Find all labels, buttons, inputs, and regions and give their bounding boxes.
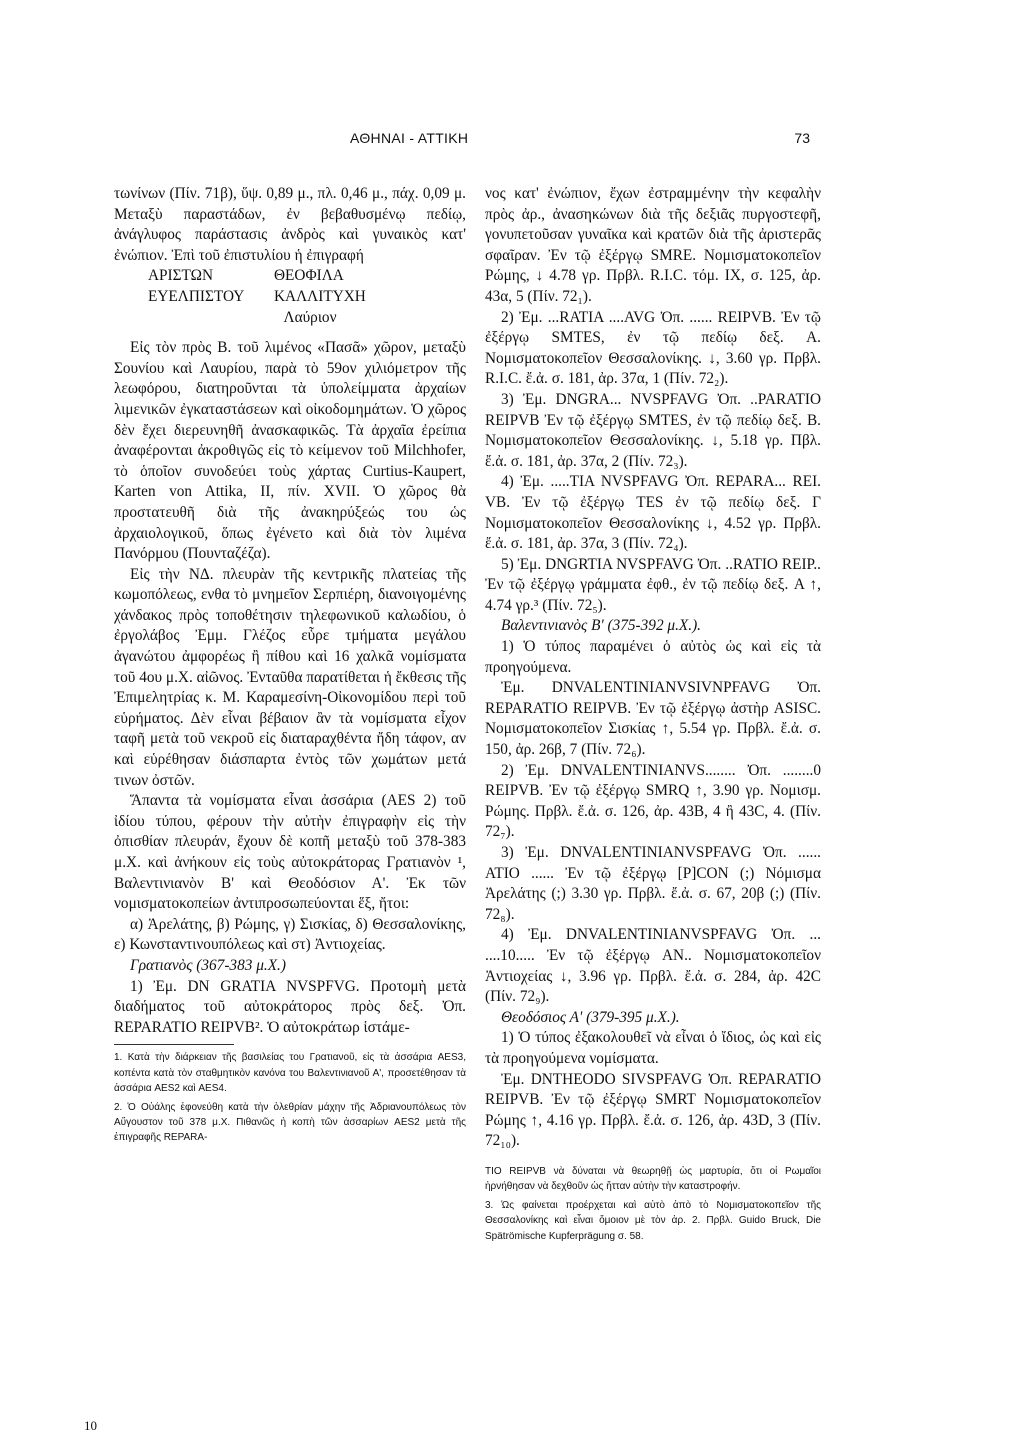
inscription-name: ΑΡΙΣΤΩΝ (148, 267, 214, 285)
emperor-heading: Θεοδόσιος Α' (379-395 μ.Χ.). (501, 1008, 680, 1026)
right-paragraph: νος κατ' ἐνώπιον, ἔχων ἐστραμμένην τὴν κεφαλὴν πρὸς ἀρ., ἀνασηκώνων διὰ τῆς δεξιᾶς πυργοστεφῆ, γονυπετοῦσαν γυναῖκα καὶ κρατῶν διὰ τῆς ἀριστερᾶς σφαῖραν. Ἐν τῷ ἐξέργῳ SMRE. Νομισματοκοπεῖον Ρώμης, ↓ 4.78 γρ. Πρβλ. R.I.C. τόμ. IX, σ. 125, ἀρ. 43α, 5 (Πίν. 72₁). (485, 185, 821, 305)
left-paragraph: Ἅπαντα τὰ νομίσματα εἶναι ἀσσάρια (AES 2) τοῦ ἰδίου τύπου, φέρουν τὴν αὐτὴν ἐπιγραφὴν εἰς τὴν ὀπισθίαν πλευράν, ἔχουν δὲ κοπῆ μεταξὺ τοῦ 378-383 μ.Χ. καὶ ἀνήκουν εἰς τοὺς αὐτοκράτορας Γρατιανὸν ¹, Βαλεντινιανὸν Β' καὶ Θεοδόσιον Α'. Ἐκ τῶν νομισματοκοπείων ἀντιπροσωπεύονται ἕξ, ἤτοι: (114, 792, 466, 913)
left-paragraph: α) Ἀρελάτης, β) Ρώμης, γ) Σισκίας, δ) Θεσσαλονίκης, ε) Κωνσταντινουπόλεως καὶ στ) Ἀντιοχείας. (114, 915, 466, 954)
catalog-entry: 3) Ἐμ. DNVALENTINIANVSPFAVG Ὀπ. ...... ATIO ...... Ἐν τῷ ἐξέργῳ [P]CON (;) Νόμισμα Ἀρελάτης (;) 3.30 γρ. Πρβλ. ἔ.ἀ. σ. 67, 20β (;) (Πίν. 72₈). (485, 844, 821, 923)
footnote-spacer (485, 1158, 605, 1159)
footnote: 1. Κατὰ τὴν διάρκειαν τῆς βασιλείας του Γρατιανοῦ, εἰς τὰ ἀσσάρια AES3, κοπέντα κατὰ τὸν σταθμητικὸν κανόνα του Βαλεντινιανοῦ Α', προσετέθησαν τὰ ἀσσάρια AES2 καὶ AES4. (114, 1052, 466, 1095)
signature-mark: 10 (84, 1418, 97, 1433)
catalog-entry: 1) Ὁ τύπος παραμένει ὁ αὐτὸς ὡς καὶ εἰς τὰ προηγούμενα. (485, 638, 821, 676)
left-paragraph: Εἰς τὸν πρὸς Β. τοῦ λιμένος «Πασᾶ» χῶρον, μεταξὺ Σουνίου καὶ Λαυρίου, παρὰ τὸ 59ον χιλιόμετρον τῆς λεωφόρου, διατηροῦνται τὰ ὑπολείμματα ἀρχαίων λιμενικῶν ἐγκαταστάσεων καὶ οἰκοδομημάτων. Ὁ χῶρος δὲν ἔχει διερευνηθῆ ἀνασκαφικῶς. Τὰ ἀρχαῖα ἐρείπια ἀναφέρονται ἀκροθιγῶς εἰς τὸ κείμενον τοῦ Milchhofer, τὸ ὁποῖον συνοδεύει τοὺς χάρτας Curtius-Kaupert, Karten von Attika, II, πίν. XVII. Ὁ χῶρος θὰ προστατευθῆ διὰ τῆς ἀνακηρύξεώς του ὡς ἀρχαιολογικοῦ, ὅπως ἐγένετο καὶ διὰ τὸν λιμένα Πανόρμου (Πουνταζέζα). (114, 339, 466, 563)
catalog-entry: 4) Ἐμ. .....TIA NVSPFAVG Ὀπ. REPARA... REI. VB. Ἐν τῷ ἐξέργῳ TES ἐν τῷ πεδίῳ δεξ. Γ Νομισματοκοπεῖον Θεσσαλονίκης ↓, 4.52 γρ. Πρβλ. ἔ.ἀ. σ. 181, ἀρ. 37α, 3 (Πίν. 72₄). (485, 473, 821, 553)
inscription-name: ΕΥΕΛΠΙΣΤΟΥ (148, 287, 245, 305)
right-column (485, 184, 821, 1244)
left-paragraph: τωνίνων (Πίν. 71β), ὕψ. 0,89 μ., πλ. 0,46 μ., πάχ. 0,09 μ. Μεταξὺ παραστάδων, ἐν βεβαθυσμένῳ πεδίῳ, ἀνάγλυφος παράστασις ἀνδρὸς καὶ γυναικὸς κατ' ἐνώπιον. Ἐπὶ τοῦ ἐπιστυλίου ἡ ἐπιγραφή (114, 185, 466, 264)
catalog-entry: 3) Ἐμ. DNGRA... NVSPFAVG Ὀπ. ..PARATIO REIPVB Ἐν τῷ ἐξέργῳ SMTES, ἐν τῷ πεδίῳ δεξ. B. Νομισματοκοπεῖον Θεσσαλονίκης. ↓, 5.18 γρ. Πβλ. ἔ.ἀ. σ. 181, ἀρ. 37α, 2 (Πίν. 72₃). (485, 390, 821, 470)
catalog-entry: Ἐμ. DNVALENTINIANVSIVNPFAVG Ὀπ. REPARATIO REIPVB. Ἐν τῷ ἐξέργῳ ἀστὴρ ASISC. Νομισματοκοπεῖον Σισκίας ↑, 5.54 γρ. Πρβλ. ἔ.ἀ. σ. 150, ἀρ. 26β, 7 (Πίν. 72₆). (485, 679, 821, 759)
catalog-entry: 2) Ἐμ. ...RATIA ....AVG Ὀπ. ...... REIPVB. Ἐν τῷ ἐξέργῳ SMTES, ἐν τῷ πεδίῳ δεξ. A. Νομισματοκοπεῖον Θεσσαλονίκης. ↓, 3.60 γρ. Πρβλ. R.I.C. ἔ.ἀ. σ. 181, ἀρ. 37α, 1 (Πίν. 72₂). (485, 308, 821, 388)
catalog-entry: 1) Ὁ τύπος ἐξακολουθεῖ νὰ εἶναι ὁ ἴδιος, ὡς καὶ εἰς τὰ προηγούμενα νομίσματα. (485, 1029, 821, 1067)
inscription-name: ΚΑΛΛΙΤΥΧΗ (274, 287, 366, 305)
footnote: 2. Ὁ Οὐάλης ἐφονεύθη κατὰ τὴν ὀλεθρίαν μάχην τῆς Ἀδριανουπόλεως τὸν Αὔγουστον τοῦ 378 μ.Χ. Πιθανῶς ἡ κοπὴ τῶν ἀσσαρίων AES2 μετὰ τῆς ἐπιγραφῆς REPARA- (114, 1101, 466, 1144)
left-column (114, 184, 466, 1146)
page-number: 73 (794, 130, 810, 146)
inscription-name: ΘΕΟΦΙΛΑ (274, 267, 344, 285)
catalog-entry: 4) Ἐμ. DNVALENTINIANVSPFAVG Ὀπ. ... ....10..... Ἐν τῷ ἐξέργῳ AN.. Νομισματοκοπεῖον Ἀντιοχείας ↓, 3.96 γρ. Πρβλ. ἔ.ἀ. σ. 284, ἀρ. 42C (Πίν. 72₉). (485, 926, 821, 1006)
footnote: TIO REIPVB νὰ δύναται νὰ θεωρηθῇ ὡς μαρτυρία, ὅτι οἱ Ρωμαῖοι ἠρνήθησαν νὰ δεχθοῦν ὡς ἥτταν αὐτὴν τὴν καταστροφήν. (485, 1165, 821, 1193)
catalog-entry: 2) Ἐμ. DNVALENTINIANVS........ Ὀπ. ........0 REIPVB. Ἐν τῷ ἐξέργῳ SMRQ ↑, 3.90 γρ. Νομισμ. Ρώμης. Πρβλ. ἔ.ἀ. σ. 126, ἀρ. 43B, 4 ἢ 43C, 4. (Πίν. 72₇). (485, 761, 821, 841)
left-paragraph: 1) Ἐμ. DN GRATIA NVSPFVG. Προτομὴ μετὰ διαδήματος τοῦ αὐτοκράτορος πρὸς δεξ. Ὀπ. REPARATIO REIPVB². Ὁ αὐτοκράτωρ ἱστάμε- (114, 977, 466, 1036)
inscription-row (114, 287, 466, 308)
left-paragraph: Εἰς τὴν ΝΔ. πλευρὰν τῆς κεντρικῆς πλατείας τῆς κωμοπόλεως, ενθα τὸ μνημεῖον Σερπιέρη, διανοιγομένης χάνδακος πρὸς τοποθέτησιν τηλεφωνικοῦ καλωδίου, ὁ ἐργολάβος Ἐμμ. Γλέζος εὗρε τμήματα μεγάλου ἀγανώτου ἀμφορέως ἢ πίθου καὶ 16 χαλκᾶ νομίσματα τοῦ 4ου μ.Χ. αἰῶνος. Ἐνταῦθα παρατίθεται ἡ ἔκθεσις τῆς Ἐπιμελητρίας κ. Μ. Καραμεσίνη-Οἰκονομίδου περὶ τοῦ εὑρήματος. Δὲν εἶναι βέβαιον ἂν τὰ νομίσματα εἶχον ταφῆ μετὰ τοῦ νεκροῦ εἰς διαταραχθέντα ἤδη τάφον, αν καὶ εὑρέθησαν διάσπαρτα ἐντὸς τῶν χωμάτων μετά τινων ὀστῶν. (114, 565, 466, 789)
emperor-heading: Βαλεντινιανὸς Β' (375-392 μ.Χ.). (501, 617, 702, 635)
running-title: ΑΘΗΝΑΙ - ΑΤΤΙΚΗ (350, 130, 469, 146)
emperor-heading: Γρατιανὸς (367-383 μ.Χ.) (130, 956, 286, 974)
section-heading: Λαύριον (283, 308, 337, 326)
footnote: 3. Ὡς φαίνεται προέρχεται καὶ αὐτὸ ἀπὸ τὸ Νομισματοκοπεῖον τῆς Θεσσαλονίκης καὶ εἶναι ὅμοιον μὲ τὸν ἀρ. 2. Πρβλ. Guido Bruck, Die Spätrömische Kupferprägung σ. 58. (485, 1199, 821, 1242)
inscription-row (114, 266, 466, 287)
catalog-entry: Ἐμ. DNTHEODO SIVSPFAVG Ὀπ. REPARATIO REIPVB. Ἐν τῷ ἐξέργῳ SMRT Νομισματοκοπεῖον Ρώμης ↑, 4.16 γρ. Πρβλ. ἔ.ἀ. σ. 126, ἀρ. 43D, 3 (Πίν. 72₁₀). (485, 1070, 821, 1150)
catalog-entry: 5) Ἐμ. DNGRTIA NVSPFAVG Ὀπ. ..RATIO REIP.. Ἐν τῷ ἐξέργῳ γράμματα ἐφθ., ἐν τῷ πεδίῳ δεξ. A ↑, 4.74 γρ.³ (Πίν. 72₅). (485, 555, 821, 614)
footnote-divider (114, 1044, 234, 1045)
